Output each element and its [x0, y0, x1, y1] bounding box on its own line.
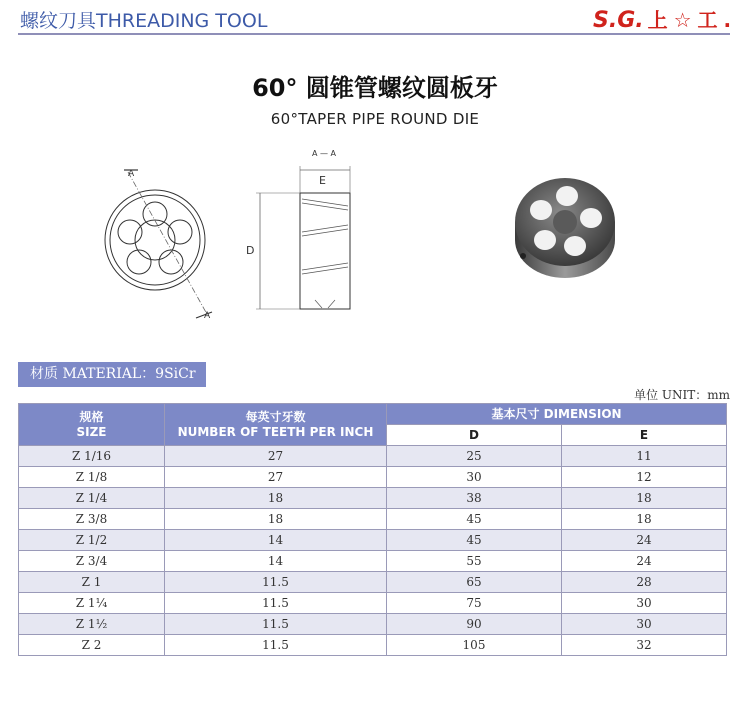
- header-teeth-en: NUMBER OF TEETH PER INCH: [177, 424, 374, 439]
- cell-teeth: 11.5: [165, 593, 387, 614]
- cell-teeth: 14: [165, 551, 387, 572]
- label-d: D: [246, 244, 255, 257]
- spec-table: [18, 403, 727, 656]
- cell-d: 75: [387, 593, 562, 614]
- header-size-en: SIZE: [76, 424, 107, 439]
- label-a-top: A: [128, 169, 135, 179]
- table-row: [19, 509, 727, 530]
- table-row: [19, 488, 727, 509]
- side-section-view: [256, 166, 350, 309]
- table-row: [19, 530, 727, 551]
- cell-e: 24: [562, 530, 727, 551]
- cell-teeth: 11.5: [165, 614, 387, 635]
- cell-size: Z 3/4: [19, 551, 165, 572]
- cell-d: 45: [387, 509, 562, 530]
- product-photo: [505, 160, 625, 290]
- cell-size: Z 1¼: [19, 593, 165, 614]
- cell-size: Z 1/16: [19, 446, 165, 467]
- label-a-bottom: A: [204, 311, 211, 321]
- cell-e: 11: [562, 446, 727, 467]
- cell-d: 65: [387, 572, 562, 593]
- cell-d: 30: [387, 467, 562, 488]
- cell-e: 24: [562, 551, 727, 572]
- cell-d: 25: [387, 446, 562, 467]
- header-size-cn: 规格: [79, 409, 104, 424]
- header-teeth: [165, 404, 387, 446]
- table-row: [19, 572, 727, 593]
- cell-teeth: 18: [165, 509, 387, 530]
- header-dimension: 基本尺寸 DIMENSION: [387, 404, 727, 425]
- cell-teeth: 27: [165, 446, 387, 467]
- unit-label: 单位 UNIT：mm: [634, 388, 730, 402]
- cell-size: Z 1/8: [19, 467, 165, 488]
- product-title: 60° 圆锥管螺纹圆板牙: [252, 74, 498, 102]
- cell-e: 28: [562, 572, 727, 593]
- page-header-title: 螺纹刀具THREADING TOOL: [20, 10, 268, 32]
- cell-e: 30: [562, 593, 727, 614]
- cell-e: 18: [562, 509, 727, 530]
- cell-teeth: 11.5: [165, 635, 387, 656]
- cell-e: 18: [562, 488, 727, 509]
- brand-logo: [593, 4, 738, 33]
- brand-chinese: 上☆工.: [647, 8, 738, 32]
- cell-e: 32: [562, 635, 727, 656]
- spec-table-body: [19, 446, 727, 656]
- cell-d: 38: [387, 488, 562, 509]
- material-label: 材质 MATERIAL：9SiCr: [18, 362, 206, 387]
- header-e: E: [562, 425, 727, 446]
- cell-d: 90: [387, 614, 562, 635]
- cell-d: 55: [387, 551, 562, 572]
- technical-drawing: [100, 150, 370, 330]
- die-illustration: [515, 178, 615, 278]
- table-row: [19, 593, 727, 614]
- cell-e: 30: [562, 614, 727, 635]
- cell-teeth: 14: [165, 530, 387, 551]
- cell-d: 105: [387, 635, 562, 656]
- cell-e: 12: [562, 467, 727, 488]
- header-size: [19, 404, 165, 446]
- cell-d: 45: [387, 530, 562, 551]
- cell-size: Z 3/8: [19, 509, 165, 530]
- cell-size: Z 1: [19, 572, 165, 593]
- cell-size: Z 2: [19, 635, 165, 656]
- cell-size: Z 1½: [19, 614, 165, 635]
- cell-teeth: 11.5: [165, 572, 387, 593]
- header-d: D: [387, 425, 562, 446]
- cell-teeth: 18: [165, 488, 387, 509]
- product-subtitle: 60°TAPER PIPE ROUND DIE: [270, 110, 480, 128]
- table-row: [19, 635, 727, 656]
- front-view: [105, 170, 212, 318]
- table-row: [19, 446, 727, 467]
- cell-size: Z 1/4: [19, 488, 165, 509]
- header-divider: [18, 33, 730, 35]
- header-teeth-cn: 每英寸牙数: [245, 409, 306, 424]
- table-row: [19, 614, 727, 635]
- brand-latin: S.G.: [593, 8, 644, 33]
- table-row: [19, 551, 727, 572]
- label-e: E: [319, 174, 326, 187]
- cell-size: Z 1/2: [19, 530, 165, 551]
- section-label: A — A: [312, 150, 337, 158]
- cell-teeth: 27: [165, 467, 387, 488]
- table-row: [19, 467, 727, 488]
